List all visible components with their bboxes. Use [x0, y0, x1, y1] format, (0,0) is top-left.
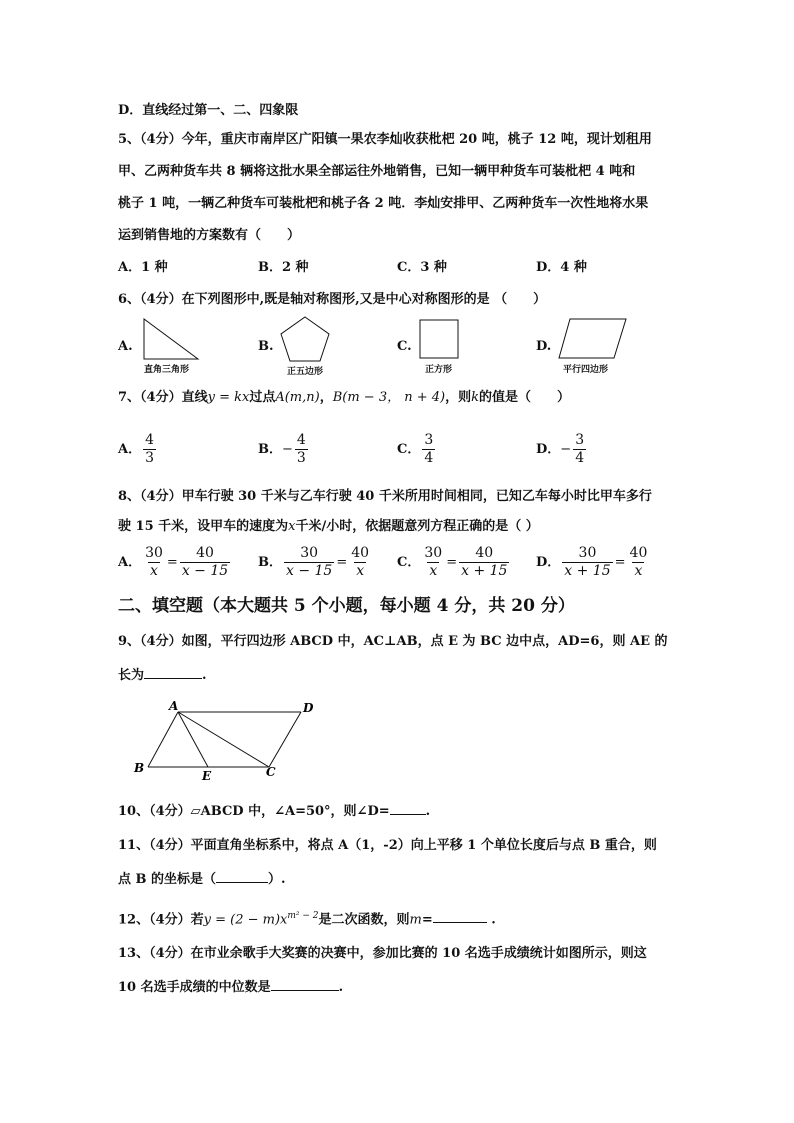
- q10-line: [118, 800, 430, 822]
- q8-right-den-c: x + 15: [461, 563, 508, 579]
- q8-line-2: [118, 517, 539, 537]
- q12-end: .: [486, 912, 496, 928]
- q8-right-num-d: 40: [629, 545, 648, 561]
- q6-letter-d: D.: [536, 339, 552, 354]
- parallelogram-abcd-figure: [128, 696, 328, 786]
- q10-end: .: [425, 804, 431, 819]
- q11-line-2: [118, 868, 286, 890]
- q6-label-parallelogram: 平行四边形: [563, 365, 609, 375]
- q11-line-2-post: ）.: [268, 872, 286, 887]
- q7-den-c: 4: [424, 450, 434, 466]
- q8-left-num-d: 30: [578, 545, 597, 561]
- q5-line-2: 甲、乙两种货车共 8 辆将这批水果全部运往外地销售，已知一辆甲种货车可装枇杷 4 吨和: [118, 164, 636, 179]
- q7-fraction-a: [143, 432, 156, 467]
- q12-mid: 是二次函数，则: [318, 912, 410, 928]
- q7-den-a: 3: [145, 450, 155, 466]
- q10-text: 10、（4分）▱ABCD 中，∠A=50°，则∠D=: [118, 804, 390, 819]
- q7-letter-d: D．: [536, 442, 561, 457]
- q7-sign-b: −: [282, 442, 293, 457]
- q7-point-a: A(m,n): [275, 390, 320, 405]
- q8-option-d: [536, 545, 651, 580]
- q7-text-1: 过点: [249, 390, 276, 405]
- q7-text-2: ，则: [445, 390, 472, 405]
- q7-equation: y = kx: [207, 390, 250, 405]
- q10-answer-blank: [390, 800, 426, 815]
- q7-option-a: [118, 432, 158, 467]
- q8-left-den-c: x: [429, 563, 438, 579]
- q7-letter-c: C．: [397, 442, 421, 457]
- q5-line-4: 运到销售地的方案数有（ ）: [118, 228, 301, 243]
- q9-label-e: E: [202, 769, 212, 783]
- q5-option-a: A．1 种: [118, 260, 168, 275]
- q8-eq-a: =: [166, 555, 178, 570]
- q12-variable: m: [409, 912, 422, 928]
- q6-label-square: 正方形: [425, 365, 453, 375]
- q8-letter-b: B．: [258, 555, 282, 570]
- q6-letter-a: A.: [118, 339, 133, 354]
- q13-answer-blank: [271, 976, 339, 991]
- q7-fraction-c: [422, 432, 435, 467]
- q9-label-c: C: [266, 765, 276, 779]
- q7-option-c: [397, 432, 437, 467]
- q8-left-fraction-b: [284, 545, 334, 580]
- q8-line-2-post: 千米/小时，依据题意列方程正确的是（ ）: [295, 519, 539, 534]
- q8-line-1: 8、（4分）甲车行驶 30 千米与乙车行驶 40 千米所用时间相同，已知乙车每小时比甲车多行: [118, 489, 652, 504]
- q8-letter-d: D．: [536, 555, 561, 570]
- q8-left-num-a: 30: [145, 545, 163, 561]
- q5-option-c: C．3 种: [397, 260, 447, 275]
- q8-right-fraction-c: [459, 545, 509, 580]
- q9-line-2-text: 长为: [118, 668, 145, 683]
- q11-line-1: 11、（4分）平面直角坐标系中，将点 A（1，-2）向上平移 1 个单位长度后与点 B 重合，则: [118, 838, 657, 853]
- q8-eq-b: =: [336, 555, 348, 570]
- section-fill-in-title: 二、填空题（本大题共 5 个小题，每小题 4 分，共 20 分）: [118, 596, 575, 616]
- q8-left-den-a: x: [150, 563, 158, 579]
- q7-k: k: [471, 390, 480, 405]
- q5-line-1: 5、（4分）今年，重庆市南岸区广阳镇一果农李灿收获枇杷 20 吨，桃子 12 吨，现计划租用: [118, 132, 652, 147]
- q12-func-body: = (2 − m)x: [211, 912, 288, 928]
- q8-left-fraction-d: [562, 545, 612, 580]
- q12-answer-blank: [433, 908, 487, 923]
- q12-eq: =: [421, 912, 433, 928]
- q8-eq-d: =: [614, 555, 626, 570]
- q8-left-den-d: x + 15: [564, 563, 611, 579]
- q8-right-fraction-d: [628, 545, 650, 580]
- q11-answer-blank: [216, 868, 268, 883]
- q8-line-2-pre: 驶 15 千米，设甲车的速度为: [118, 519, 289, 534]
- q7-fraction-d: [573, 432, 586, 467]
- q7-num-d: 3: [575, 432, 585, 448]
- q6-label-right-triangle: 直角三角形: [144, 365, 190, 375]
- q9-answer-blank: [144, 664, 202, 679]
- q8-letter-a: A．: [118, 555, 142, 570]
- q12-prefix: 12、（4分）若: [118, 912, 204, 928]
- q8-variable: x: [288, 519, 296, 534]
- q7-option-d: [536, 432, 588, 467]
- q7-num-a: 4: [145, 432, 155, 448]
- q6-label-pentagon: 正五边形: [287, 367, 324, 377]
- q8-left-num-c: 30: [424, 545, 443, 561]
- q9-label-d: D: [303, 701, 314, 715]
- square-figure: [418, 318, 462, 362]
- q12-func-y: y: [203, 912, 211, 928]
- q8-left-fraction-c: [422, 545, 444, 580]
- q4-option-d: D．直线经过第一、二、四象限: [118, 103, 299, 118]
- q7-den-d: 4: [575, 450, 585, 466]
- q7-fraction-b: [295, 432, 308, 467]
- q5-option-d: D．4 种: [536, 260, 587, 275]
- q8-left-num-b: 30: [300, 545, 319, 561]
- q9-end: .: [202, 668, 207, 683]
- q9-label-a: A: [169, 699, 179, 713]
- q7-suffix: 的值是（ ）: [479, 390, 571, 405]
- q8-right-num-b: 40: [351, 545, 370, 561]
- q8-right-fraction-b: [349, 545, 371, 580]
- q9-label-b: B: [134, 761, 145, 775]
- q8-right-den-a: x − 15: [181, 563, 229, 579]
- q7-num-c: 3: [424, 432, 434, 448]
- q7-comma: ，: [319, 390, 333, 405]
- q8-right-den-b: x: [356, 563, 365, 579]
- q6-letter-b: B.: [258, 339, 274, 354]
- pentagon-figure: [278, 314, 338, 364]
- q7-letter-b: B．: [258, 442, 282, 457]
- q6-letter-c: C.: [397, 339, 412, 354]
- q12-exponent: m² − 2: [287, 911, 319, 921]
- q13-line-1: 13、（4分）在市业余歌手大奖赛的决赛中，参加比赛的 10 名选手成绩统计如图所示，则这: [118, 946, 647, 961]
- q9-line-1: 9、（4分）如图，平行四边形 ABCD 中，AC⊥AB，点 E 为 BC 边中点，AD=6，则 AE 的: [118, 634, 668, 649]
- q7-prefix: 7、（4分）直线: [118, 390, 208, 405]
- q7-point-b: B(m − 3， n + 4): [332, 390, 446, 405]
- parallelogram-figure: [556, 316, 632, 364]
- q13-line-2: [118, 976, 343, 998]
- q7-den-b: 3: [296, 450, 306, 466]
- q7-sign-d: −: [560, 442, 572, 457]
- q8-option-b: [258, 545, 373, 580]
- q8-right-fraction-a: [180, 545, 230, 580]
- q13-line-2-text: 10 名选手成绩的中位数是: [118, 980, 271, 995]
- q7-option-b: [258, 432, 310, 467]
- q8-right-num-a: 40: [196, 545, 214, 561]
- q5-line-3: 桃子 1 吨，一辆乙种货车可装枇杷和桃子各 2 吨．李灿安排甲、乙两种货车一次性地将水果: [118, 196, 649, 211]
- q13-end: .: [338, 980, 344, 995]
- q8-left-fraction-a: [143, 545, 165, 580]
- q8-option-a: [118, 545, 232, 580]
- q8-right-den-d: x: [634, 563, 643, 579]
- q8-eq-c: =: [446, 555, 458, 570]
- q7-letter-a: A．: [118, 442, 142, 457]
- q12-line: [118, 906, 496, 930]
- q8-right-num-c: 40: [475, 545, 494, 561]
- q8-letter-c: C．: [397, 555, 421, 570]
- q11-line-2-pre: 点 B 的坐标是（: [118, 872, 217, 887]
- q8-option-c: [397, 545, 511, 580]
- q9-line-2: [118, 664, 207, 686]
- q8-left-den-b: x − 15: [286, 563, 333, 579]
- q5-option-b: B．2 种: [258, 260, 309, 275]
- q7-num-b: 4: [296, 432, 306, 448]
- q6-stem: 6、（4分）在下列图形中,既是轴对称图形,又是中心对称图形的是 （ ）: [118, 292, 547, 307]
- q7-stem: [118, 388, 570, 408]
